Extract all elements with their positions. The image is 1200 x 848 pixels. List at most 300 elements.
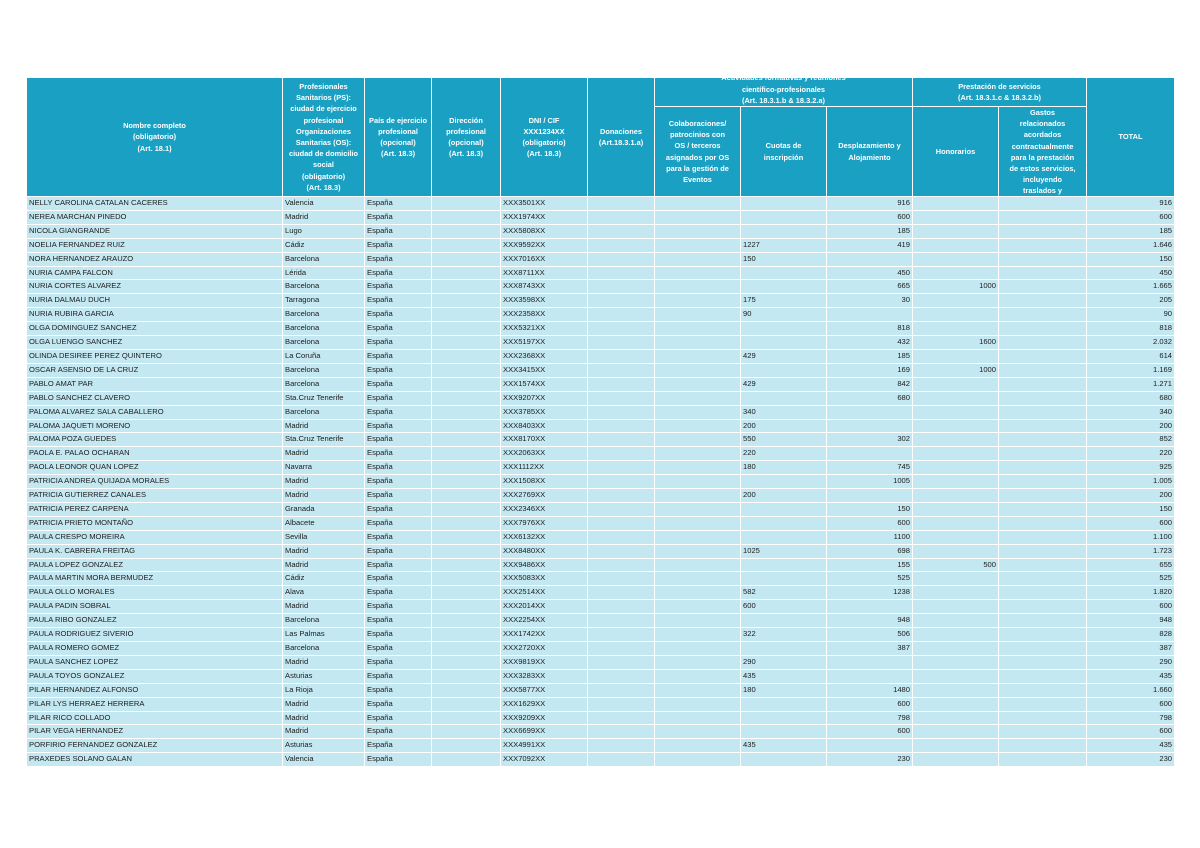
cell-nombre: PAULA ROMERO GOMEZ <box>27 642 283 656</box>
cell-cuotas <box>741 210 827 224</box>
table-row <box>27 683 1175 697</box>
cell-ciudad: Asturias <box>283 739 365 753</box>
cell-direccion <box>432 419 501 433</box>
table-row <box>27 405 1175 419</box>
cell-nombre: PAOLA LEONOR QUAN LOPEZ <box>27 461 283 475</box>
cell-donaciones <box>588 697 655 711</box>
cell-colaboraciones <box>655 544 741 558</box>
cell-cuotas: 150 <box>741 252 827 266</box>
cell-pais: España <box>365 502 432 516</box>
cell-pais: España <box>365 614 432 628</box>
table-row <box>27 586 1175 600</box>
cell-desplazamiento: 230 <box>827 753 913 767</box>
cell-pais: España <box>365 363 432 377</box>
cell-nombre: PAULA MARTIN MORA BERMUDEZ <box>27 572 283 586</box>
cell-nombre: PAULA RIBO GONZALEZ <box>27 614 283 628</box>
cell-desplazamiento <box>827 489 913 503</box>
cell-pais: España <box>365 642 432 656</box>
cell-desplazamiento: 387 <box>827 642 913 656</box>
cell-ciudad: La Rioja <box>283 683 365 697</box>
cell-direccion <box>432 683 501 697</box>
cell-gastos <box>999 308 1087 322</box>
cell-desplazamiento: 948 <box>827 614 913 628</box>
cell-direccion <box>432 697 501 711</box>
table-row <box>27 210 1175 224</box>
cell-gastos <box>999 683 1087 697</box>
cell-direccion <box>432 502 501 516</box>
table-row <box>27 349 1175 363</box>
cell-donaciones <box>588 363 655 377</box>
cell-cuotas: 180 <box>741 683 827 697</box>
cell-cuotas: 90 <box>741 308 827 322</box>
header-total: TOTAL <box>1087 78 1175 197</box>
cell-desplazamiento: 698 <box>827 544 913 558</box>
cell-ciudad: Barcelona <box>283 336 365 350</box>
cell-ciudad: Valencia <box>283 753 365 767</box>
cell-gastos <box>999 294 1087 308</box>
cell-donaciones <box>588 294 655 308</box>
cell-total: 435 <box>1087 669 1175 683</box>
cell-desplazamiento: 818 <box>827 322 913 336</box>
cell-pais: España <box>365 572 432 586</box>
table-row <box>27 224 1175 238</box>
cell-dni: XXX3501XX <box>501 197 588 211</box>
cell-dni: XXX5808XX <box>501 224 588 238</box>
cell-dni: XXX3598XX <box>501 294 588 308</box>
cell-pais: España <box>365 475 432 489</box>
header-ciudad: Profesionales Sanitarios (PS): ciudad de ejercicio profesional Organizaciones Sanitarias (OS): ciudad de domicilio social (obligatorio) (Art. 18.3) <box>283 78 365 197</box>
cell-honorarios <box>913 419 999 433</box>
cell-cuotas: 340 <box>741 405 827 419</box>
cell-gastos <box>999 516 1087 530</box>
cell-desplazamiento: 432 <box>827 336 913 350</box>
cell-cuotas: 435 <box>741 669 827 683</box>
cell-desplazamiento: 842 <box>827 377 913 391</box>
cell-cuotas: 200 <box>741 489 827 503</box>
cell-gastos <box>999 614 1087 628</box>
cell-gastos <box>999 753 1087 767</box>
cell-honorarios <box>913 586 999 600</box>
cell-direccion <box>432 391 501 405</box>
cell-nombre: PALOMA POZA GUEDES <box>27 433 283 447</box>
cell-colaboraciones <box>655 516 741 530</box>
cell-dni: XXX2769XX <box>501 489 588 503</box>
cell-desplazamiento <box>827 405 913 419</box>
cell-pais: España <box>365 336 432 350</box>
cell-direccion <box>432 711 501 725</box>
cell-cuotas <box>741 711 827 725</box>
cell-nombre: OLGA LUENGO SANCHEZ <box>27 336 283 350</box>
cell-nombre: OLGA DOMINGUEZ SANCHEZ <box>27 322 283 336</box>
cell-direccion <box>432 238 501 252</box>
cell-donaciones <box>588 544 655 558</box>
table-row <box>27 530 1175 544</box>
cell-honorarios <box>913 224 999 238</box>
cell-ciudad: Madrid <box>283 711 365 725</box>
cell-donaciones <box>588 391 655 405</box>
cell-desplazamiento: 150 <box>827 502 913 516</box>
cell-nombre: NELLY CAROLINA CATALAN CACERES <box>27 197 283 211</box>
cell-direccion <box>432 349 501 363</box>
cell-desplazamiento: 600 <box>827 725 913 739</box>
cell-pais: España <box>365 210 432 224</box>
cell-pais: España <box>365 669 432 683</box>
cell-dni: XXX3415XX <box>501 363 588 377</box>
cell-total: 600 <box>1087 600 1175 614</box>
cell-colaboraciones <box>655 655 741 669</box>
cell-gastos <box>999 586 1087 600</box>
table-row <box>27 461 1175 475</box>
cell-cuotas <box>741 197 827 211</box>
cell-colaboraciones <box>655 697 741 711</box>
cell-desplazamiento: 1480 <box>827 683 913 697</box>
cell-total: 600 <box>1087 516 1175 530</box>
cell-donaciones <box>588 572 655 586</box>
cell-donaciones <box>588 683 655 697</box>
cell-pais: España <box>365 725 432 739</box>
cell-cuotas: 175 <box>741 294 827 308</box>
cell-direccion <box>432 461 501 475</box>
cell-honorarios <box>913 489 999 503</box>
cell-pais: España <box>365 655 432 669</box>
table-body <box>27 197 1175 767</box>
cell-honorarios <box>913 349 999 363</box>
cell-colaboraciones <box>655 238 741 252</box>
cell-desplazamiento: 169 <box>827 363 913 377</box>
cell-honorarios: 1000 <box>913 363 999 377</box>
cell-total: 1.271 <box>1087 377 1175 391</box>
cell-desplazamiento: 185 <box>827 224 913 238</box>
cell-donaciones <box>588 308 655 322</box>
cell-colaboraciones <box>655 572 741 586</box>
cell-dni: XXX9592XX <box>501 238 588 252</box>
cell-direccion <box>432 210 501 224</box>
table-row <box>27 475 1175 489</box>
cell-colaboraciones <box>655 447 741 461</box>
cell-dni: XXX1742XX <box>501 628 588 642</box>
cell-gastos <box>999 322 1087 336</box>
cell-dni: XXX1508XX <box>501 475 588 489</box>
cell-colaboraciones <box>655 683 741 697</box>
cell-ciudad: Albacete <box>283 516 365 530</box>
cell-honorarios <box>913 711 999 725</box>
cell-gastos <box>999 628 1087 642</box>
cell-nombre: PAOLA E. PALAO OCHARAN <box>27 447 283 461</box>
cell-gastos <box>999 655 1087 669</box>
cell-total: 1.723 <box>1087 544 1175 558</box>
header-gastos-relacionados: Gastos relacionados acordados contractualmente para la prestación de estos servicios, incluyendo traslados y <box>999 107 1087 197</box>
cell-dni: XXX4991XX <box>501 739 588 753</box>
table-row <box>27 294 1175 308</box>
cell-colaboraciones <box>655 363 741 377</box>
cell-ciudad: Barcelona <box>283 405 365 419</box>
cell-ciudad: Madrid <box>283 697 365 711</box>
cell-nombre: PILAR VEGA HERNANDEZ <box>27 725 283 739</box>
cell-desplazamiento: 1238 <box>827 586 913 600</box>
cell-cuotas <box>741 475 827 489</box>
cell-colaboraciones <box>655 322 741 336</box>
cell-cuotas <box>741 336 827 350</box>
cell-cuotas: 1227 <box>741 238 827 252</box>
cell-ciudad: Madrid <box>283 419 365 433</box>
cell-donaciones <box>588 475 655 489</box>
cell-dni: XXX9207XX <box>501 391 588 405</box>
cell-colaboraciones <box>655 725 741 739</box>
cell-nombre: NORA HERNANDEZ ARAUZO <box>27 252 283 266</box>
header-donaciones: Donaciones (Art.18.3.1.a) <box>588 78 655 197</box>
table-row <box>27 336 1175 350</box>
payments-table <box>26 73 1175 767</box>
cell-ciudad: Barcelona <box>283 280 365 294</box>
cell-gastos <box>999 544 1087 558</box>
cell-donaciones <box>588 614 655 628</box>
cell-honorarios <box>913 210 999 224</box>
cell-dni: XXX8743XX <box>501 280 588 294</box>
cell-gastos <box>999 252 1087 266</box>
cell-colaboraciones <box>655 614 741 628</box>
cell-nombre: PILAR LYS HERRAEZ HERRERA <box>27 697 283 711</box>
cell-gastos <box>999 600 1087 614</box>
cell-honorarios <box>913 725 999 739</box>
cell-gastos <box>999 489 1087 503</box>
cell-pais: España <box>365 489 432 503</box>
cell-colaboraciones <box>655 377 741 391</box>
cell-total: 1.100 <box>1087 530 1175 544</box>
cell-desplazamiento: 1100 <box>827 530 913 544</box>
cell-direccion <box>432 336 501 350</box>
cell-gastos <box>999 502 1087 516</box>
cell-cuotas <box>741 642 827 656</box>
cell-pais: España <box>365 294 432 308</box>
cell-ciudad: Cádiz <box>283 238 365 252</box>
cell-pais: España <box>365 544 432 558</box>
cell-gastos <box>999 669 1087 683</box>
cell-colaboraciones <box>655 530 741 544</box>
cell-honorarios <box>913 544 999 558</box>
cell-honorarios <box>913 391 999 405</box>
cell-cuotas <box>741 502 827 516</box>
table-row <box>27 419 1175 433</box>
cell-nombre: NURIA CORTES ALVAREZ <box>27 280 283 294</box>
table-row <box>27 711 1175 725</box>
cell-gastos <box>999 224 1087 238</box>
table-row <box>27 238 1175 252</box>
cell-donaciones <box>588 266 655 280</box>
cell-donaciones <box>588 586 655 600</box>
cell-total: 655 <box>1087 558 1175 572</box>
cell-dni: XXX8403XX <box>501 419 588 433</box>
cell-direccion <box>432 530 501 544</box>
cell-colaboraciones <box>655 711 741 725</box>
cell-gastos <box>999 739 1087 753</box>
cell-ciudad: Asturias <box>283 669 365 683</box>
cell-colaboraciones <box>655 336 741 350</box>
cell-desplazamiento: 798 <box>827 711 913 725</box>
cell-nombre: PATRICIA GUTIERREZ CANALES <box>27 489 283 503</box>
header-direccion: Dirección profesional (opcional) (Art. 18.3) <box>432 78 501 197</box>
cell-dni: XXX1629XX <box>501 697 588 711</box>
cell-pais: España <box>365 461 432 475</box>
cell-donaciones <box>588 558 655 572</box>
cell-direccion <box>432 586 501 600</box>
cell-direccion <box>432 475 501 489</box>
cell-total: 614 <box>1087 349 1175 363</box>
cell-honorarios <box>913 433 999 447</box>
cell-total: 200 <box>1087 489 1175 503</box>
cell-dni: XXX6699XX <box>501 725 588 739</box>
cell-ciudad: Madrid <box>283 447 365 461</box>
cell-gastos <box>999 697 1087 711</box>
cell-colaboraciones <box>655 266 741 280</box>
cell-cuotas: 582 <box>741 586 827 600</box>
cell-dni: XXX3785XX <box>501 405 588 419</box>
cell-pais: España <box>365 683 432 697</box>
cell-honorarios <box>913 614 999 628</box>
cell-donaciones <box>588 433 655 447</box>
table-row <box>27 739 1175 753</box>
cell-desplazamiento <box>827 655 913 669</box>
cell-colaboraciones <box>655 419 741 433</box>
cell-desplazamiento: 1005 <box>827 475 913 489</box>
table-row <box>27 377 1175 391</box>
cell-donaciones <box>588 280 655 294</box>
cell-ciudad: Tarragona <box>283 294 365 308</box>
cell-nombre: PATRICIA PEREZ CARPENA <box>27 502 283 516</box>
cell-total: 200 <box>1087 419 1175 433</box>
cell-total: 600 <box>1087 725 1175 739</box>
cell-honorarios <box>913 697 999 711</box>
cell-honorarios <box>913 252 999 266</box>
cell-direccion <box>432 322 501 336</box>
cell-honorarios <box>913 461 999 475</box>
cell-pais: España <box>365 419 432 433</box>
cell-colaboraciones <box>655 600 741 614</box>
cell-nombre: PAULA TOYOS GONZALEZ <box>27 669 283 683</box>
cell-dni: XXX9819XX <box>501 655 588 669</box>
cell-cuotas <box>741 391 827 405</box>
cell-total: 948 <box>1087 614 1175 628</box>
cell-nombre: OLINDA DESIREE PEREZ QUINTERO <box>27 349 283 363</box>
cell-direccion <box>432 600 501 614</box>
cell-dni: XXX7092XX <box>501 753 588 767</box>
cell-total: 220 <box>1087 447 1175 461</box>
cell-ciudad: Lérida <box>283 266 365 280</box>
cell-gastos <box>999 391 1087 405</box>
cell-desplazamiento <box>827 252 913 266</box>
cell-cuotas <box>741 530 827 544</box>
cell-direccion <box>432 669 501 683</box>
cell-desplazamiento <box>827 669 913 683</box>
cell-cuotas <box>741 322 827 336</box>
cell-donaciones <box>588 336 655 350</box>
cell-desplazamiento <box>827 739 913 753</box>
cell-gastos <box>999 377 1087 391</box>
cell-ciudad: Madrid <box>283 210 365 224</box>
cell-pais: España <box>365 753 432 767</box>
cell-total: 525 <box>1087 572 1175 586</box>
cell-donaciones <box>588 502 655 516</box>
cell-honorarios: 1600 <box>913 336 999 350</box>
cell-honorarios <box>913 377 999 391</box>
table-row <box>27 308 1175 322</box>
table-row <box>27 725 1175 739</box>
cell-pais: España <box>365 238 432 252</box>
cell-desplazamiento: 916 <box>827 197 913 211</box>
cell-total: 205 <box>1087 294 1175 308</box>
cell-direccion <box>432 447 501 461</box>
cell-total: 340 <box>1087 405 1175 419</box>
cell-ciudad: Navarra <box>283 461 365 475</box>
cell-nombre: NOELIA FERNANDEZ RUIZ <box>27 238 283 252</box>
table-row <box>27 447 1175 461</box>
cell-direccion <box>432 433 501 447</box>
cell-dni: XXX2358XX <box>501 308 588 322</box>
cell-desplazamiento: 450 <box>827 266 913 280</box>
cell-donaciones <box>588 489 655 503</box>
cell-dni: XXX1112XX <box>501 461 588 475</box>
cell-nombre: PAULA PADIN SOBRAL <box>27 600 283 614</box>
cell-direccion <box>432 516 501 530</box>
cell-gastos <box>999 266 1087 280</box>
cell-desplazamiento: 506 <box>827 628 913 642</box>
cell-nombre: PILAR RICO COLLADO <box>27 711 283 725</box>
cell-gastos <box>999 572 1087 586</box>
cell-ciudad: Sevilla <box>283 530 365 544</box>
cell-desplazamiento: 155 <box>827 558 913 572</box>
table-row <box>27 572 1175 586</box>
cell-donaciones <box>588 377 655 391</box>
cell-honorarios: 1000 <box>913 280 999 294</box>
cell-total: 852 <box>1087 433 1175 447</box>
cell-cuotas <box>741 753 827 767</box>
cell-dni: XXX5321XX <box>501 322 588 336</box>
cell-colaboraciones <box>655 475 741 489</box>
cell-ciudad: Madrid <box>283 475 365 489</box>
cell-pais: España <box>365 433 432 447</box>
cell-donaciones <box>588 669 655 683</box>
cell-direccion <box>432 377 501 391</box>
cell-desplazamiento: 680 <box>827 391 913 405</box>
cell-donaciones <box>588 405 655 419</box>
cell-pais: España <box>365 558 432 572</box>
cell-pais: España <box>365 224 432 238</box>
cell-direccion <box>432 614 501 628</box>
cell-pais: España <box>365 252 432 266</box>
cell-desplazamiento: 600 <box>827 516 913 530</box>
cell-colaboraciones <box>655 669 741 683</box>
cell-colaboraciones <box>655 433 741 447</box>
cell-honorarios <box>913 669 999 683</box>
cell-dni: XXX2346XX <box>501 502 588 516</box>
cell-total: 185 <box>1087 224 1175 238</box>
cell-colaboraciones <box>655 224 741 238</box>
cell-pais: España <box>365 322 432 336</box>
cell-ciudad: Madrid <box>283 655 365 669</box>
cell-nombre: PALOMA JAQUETI MORENO <box>27 419 283 433</box>
cell-nombre: PABLO SANCHEZ CLAVERO <box>27 391 283 405</box>
cell-nombre: PAULA SANCHEZ LOPEZ <box>27 655 283 669</box>
cell-cuotas <box>741 266 827 280</box>
cell-desplazamiento: 419 <box>827 238 913 252</box>
cell-donaciones <box>588 600 655 614</box>
table-row <box>27 516 1175 530</box>
cell-honorarios <box>913 739 999 753</box>
table-row <box>27 544 1175 558</box>
cell-ciudad: Madrid <box>283 600 365 614</box>
cell-nombre: PRAXEDES SOLANO GALAN <box>27 753 283 767</box>
cell-dni: XXX5083XX <box>501 572 588 586</box>
cell-donaciones <box>588 224 655 238</box>
